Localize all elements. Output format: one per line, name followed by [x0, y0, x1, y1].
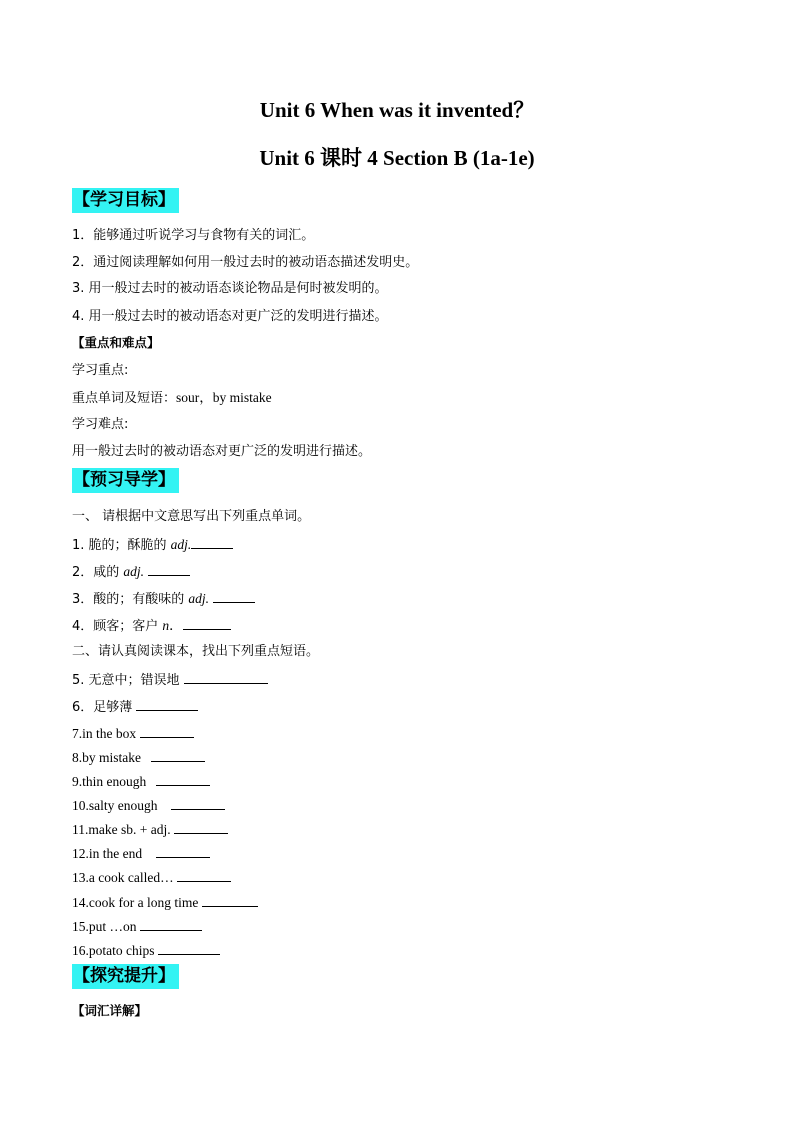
focus-words: sour，by mistake	[176, 390, 272, 405]
answer-blank[interactable]	[151, 749, 205, 762]
answer-blank[interactable]	[183, 617, 231, 630]
focus-line	[72, 390, 272, 407]
answer-blank[interactable]	[213, 590, 255, 603]
objective-item: 2．通过阅读理解如何用一般过去时的被动语态描述发明史。	[72, 255, 419, 270]
section-heading-preview: 【预习导学】	[72, 468, 179, 493]
phrase-item: 16.potato chips	[72, 942, 220, 959]
answer-blank[interactable]	[171, 797, 225, 810]
focus-label: 学习重点:	[72, 363, 129, 378]
word-item: 3．酸的；有酸味的 adj.	[72, 590, 255, 608]
phrase-item: 6．足够薄	[72, 698, 198, 716]
phrase-item: 5. 无意中；错误地	[72, 671, 268, 689]
word-item: 4．顾客；客户 n．	[72, 617, 231, 635]
section-heading-explore: 【探究提升】	[72, 964, 179, 989]
answer-blank[interactable]	[140, 918, 202, 931]
page-title: Unit 6 When was it invented？	[259, 98, 535, 122]
answer-blank[interactable]	[174, 821, 228, 834]
phrase-item: 15.put …on	[72, 918, 202, 935]
focus-prefix: 重点单词及短语：	[72, 391, 177, 406]
phrase-item: 11.make sb. + adj.	[72, 821, 228, 838]
phrase-item: 13.a cook called…	[72, 869, 231, 886]
objective-item: 3. 用一般过去时的被动语态谈论物品是何时被发明的。	[72, 281, 388, 296]
page-subtitle: Unit 6 课时 4 Section B (1a-1e)	[259, 146, 535, 170]
answer-blank[interactable]	[148, 563, 190, 576]
part1-heading: 一、 请根据中文意思写出下列重点单词。	[72, 509, 311, 524]
section-heading-objectives: 【学习目标】	[72, 188, 179, 213]
answer-blank[interactable]	[184, 671, 268, 684]
phrase-item: 8.by mistake	[72, 749, 205, 766]
word-item: 2．咸的 adj.	[72, 563, 190, 581]
key-points-heading: 【重点和难点】	[72, 335, 160, 350]
part2-heading: 二、请认真阅读课本，找出下列重点短语。	[72, 644, 320, 659]
phrase-item: 9.thin enough	[72, 773, 210, 790]
vocab-heading: 【词汇详解】	[72, 1003, 148, 1018]
answer-blank[interactable]	[136, 698, 198, 711]
phrase-item: 7.in the box	[72, 725, 194, 742]
answer-blank[interactable]	[191, 536, 233, 549]
answer-blank[interactable]	[156, 845, 210, 858]
answer-blank[interactable]	[158, 942, 220, 955]
difficulty-text: 用一般过去时的被动语态对更广泛的发明进行描述。	[72, 444, 372, 459]
answer-blank[interactable]	[177, 869, 231, 882]
phrase-item: 14.cook for a long time	[72, 894, 258, 911]
phrase-item: 12.in the end	[72, 845, 210, 862]
difficulty-label: 学习难点:	[72, 417, 129, 432]
objective-item: 4. 用一般过去时的被动语态对更广泛的发明进行描述。	[72, 309, 388, 324]
word-item: 1. 脆的；酥脆的 adj.	[72, 536, 233, 554]
answer-blank[interactable]	[202, 894, 258, 907]
objective-item: 1．能够通过听说学习与食物有关的词汇。	[72, 228, 315, 243]
phrase-item: 10.salty enough	[72, 797, 225, 814]
answer-blank[interactable]	[140, 725, 194, 738]
answer-blank[interactable]	[156, 773, 210, 786]
